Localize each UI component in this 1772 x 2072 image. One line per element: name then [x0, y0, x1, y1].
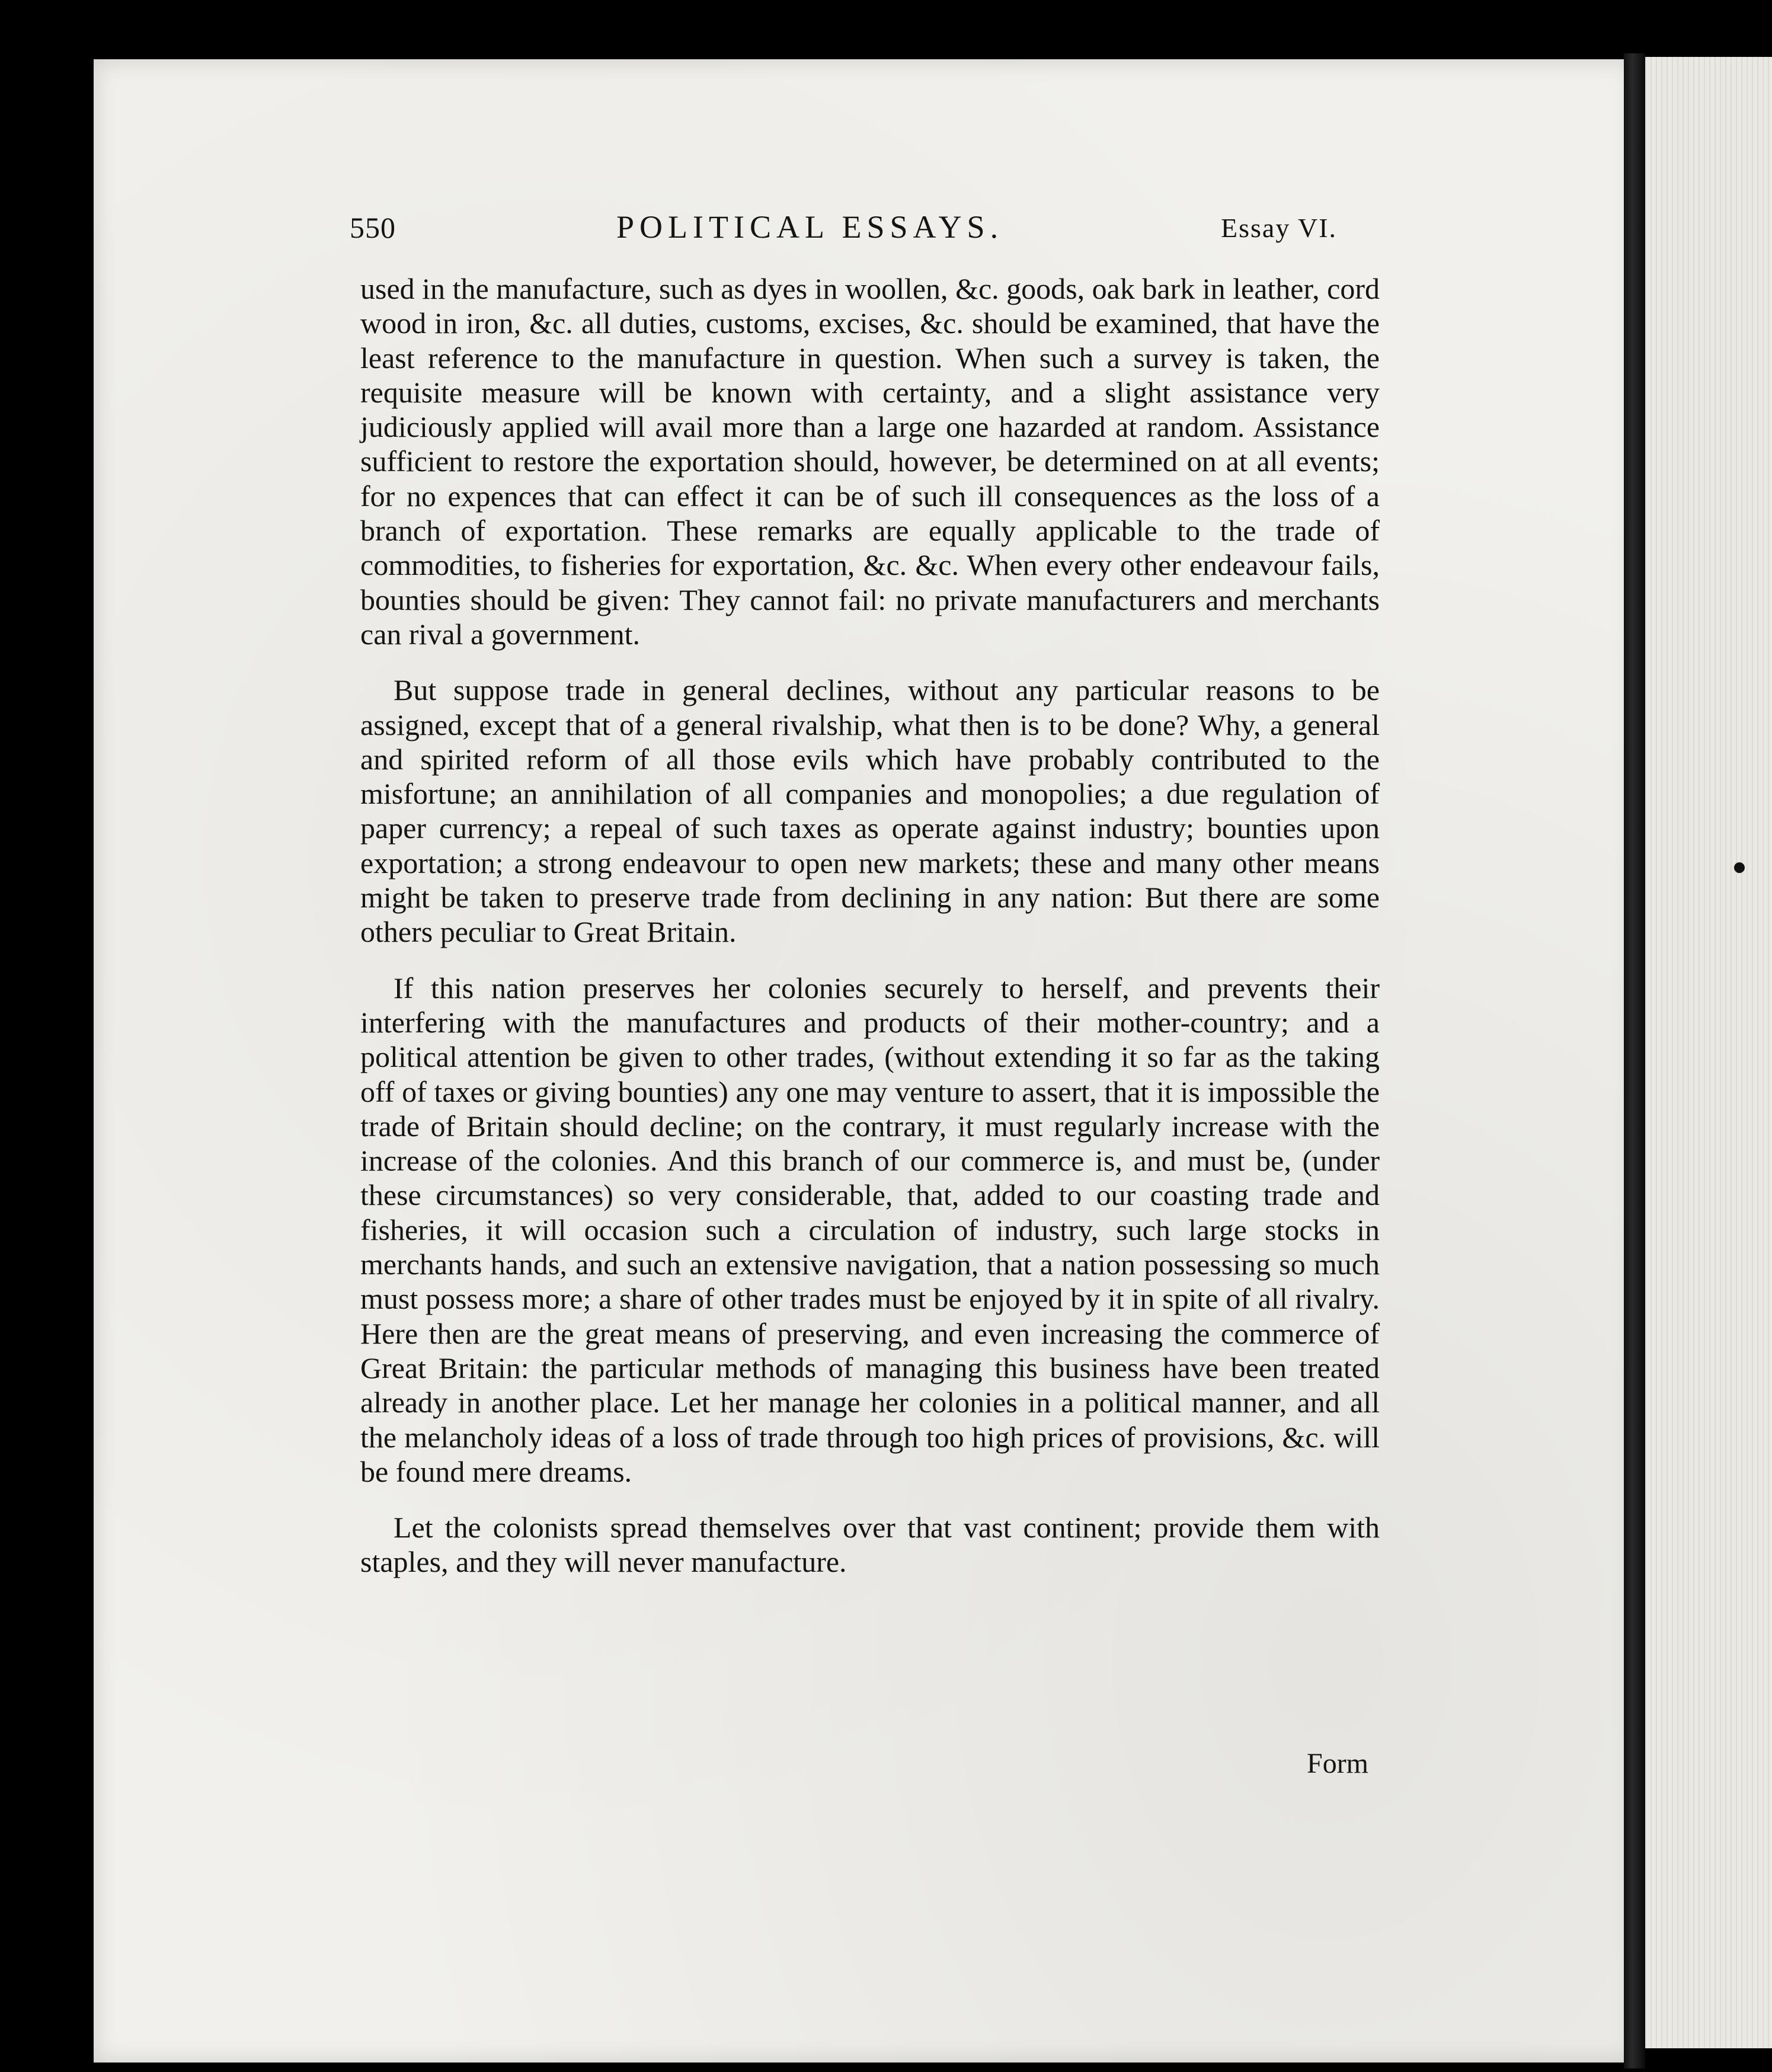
ink-spot — [1734, 862, 1745, 873]
page-number: 550 — [350, 211, 396, 244]
running-head-section: Essay VI. — [1221, 213, 1338, 243]
paragraph-1: used in the manufacture, such as dyes in woollen, &c. goods, oak bark in leather, cord wood in iron, &c. all duties, customs, excises, &c. should be examined, that have the least reference to the manufacture in question. When such a survey is taken, the requisite measure will be known with certainty, and a slight assistance very judiciously applied will avail more than a large one hazarded at random. Assistance sufficient to restore the exportation should, however, be determined on at all events; for no expences that can effect it can be of such ill consequences as the loss of a branch of exportation. These remarks are equally applicable to the trade of commodities, to fisheries for exportation, &c. &c. When every other endeavour fails, bounties should be given: They cannot fail: no private manufacturers and merchants can rival a government. — [360, 272, 1380, 651]
body-text — [360, 271, 1380, 1579]
running-head-title: POLITICAL ESSAYS. — [616, 209, 1004, 245]
catchword: Form — [1307, 1748, 1369, 1779]
adjacent-page-edge — [1645, 57, 1772, 2048]
paragraph-2: But suppose trade in general declines, without any particular reasons to be assigned, except that of a general rivalship, what then is to be done? Why, a general and spirited reform of all those evils which have probably contributed to the misfortune; an annihilation of all companies and monopolies; a due regulation of paper currency; a repeal of such taxes as operate against industry; bounties upon exportation; a strong endeavour to open new markets; these and many other means might be taken to preserve trade from declining in any nation: But there are some others peculiar to Great Britain. — [360, 673, 1380, 949]
paragraph-4: Let the colonists spread themselves over that vast continent; provide them with staples, and they will never manufacture. — [360, 1511, 1380, 1579]
book-gutter — [1624, 53, 1645, 2068]
paragraph-3: If this nation preserves her colonies securely to herself, and prevents their interfering with the manufactures and products of their mother-country; and a political attention be given to other trades, (without extending it so far as the taking off of taxes or giving bounties) any one may venture to assert, that it is impossible the trade of Britain should decline; on the contrary, it must regularly increase with the increase of the colonies. And this branch of our commerce is, and must be, (under these circumstances) so very considerable, that, added to our coasting trade and fisheries, it will occasion such a circulation of industry, such large stocks in merchants hands, and such an extensive navigation, that a nation possessing so much must possess more; a share of other trades must be enjoyed by it in spite of all rivalry. Here then are the great means of preserving, and even increasing the commerce of Great Britain: the particular methods of managing this business have been treated already in another place. Let her manage her colonies in a political manner, and all the melancholy ideas of a loss of trade through too high prices of provisions, &c. will be found mere dreams. — [360, 971, 1380, 1488]
